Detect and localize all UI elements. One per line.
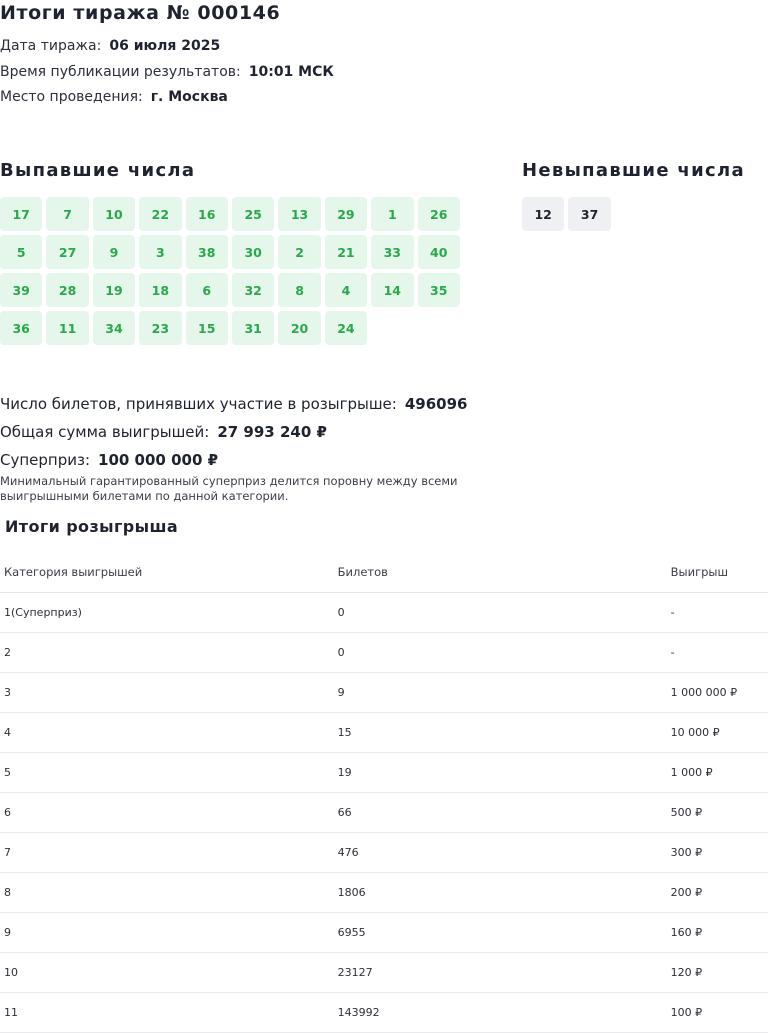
prize-cell: 500 ₽ (667, 793, 768, 833)
drawn-number: 2 (278, 235, 320, 269)
column-header-tickets: Билетов (334, 552, 667, 593)
prize-cell: 120 ₽ (667, 953, 768, 993)
table-row (0, 913, 768, 953)
superprize (0, 451, 218, 469)
prize-cell: - (667, 633, 768, 673)
table-row (0, 873, 768, 913)
category-cell: 3 (0, 673, 334, 713)
drawn-number: 22 (139, 197, 181, 231)
tickets-cell: 15 (334, 713, 667, 753)
tickets-cell: 0 (334, 593, 667, 633)
drawn-number: 8 (278, 273, 320, 307)
drawn-numbers-title: Выпавшие числа (0, 160, 196, 181)
results-header-row (0, 552, 768, 593)
drawn-number: 36 (0, 311, 42, 345)
table-row (0, 593, 768, 633)
tickets-cell: 23127 (334, 953, 667, 993)
drawn-number: 34 (93, 311, 135, 345)
total-winnings (0, 423, 327, 441)
prize-cell: 300 ₽ (667, 833, 768, 873)
tickets-cell: 143992 (334, 993, 667, 1033)
drawn-number: 28 (46, 273, 88, 307)
tickets-cell: 9 (334, 673, 667, 713)
prize-cell: 10 000 ₽ (667, 713, 768, 753)
drawn-number: 18 (139, 273, 181, 307)
tickets-count-label: Число билетов, принявших участие в розыгрыше: (0, 395, 397, 413)
drawn-number: 25 (232, 197, 274, 231)
results-table (0, 552, 768, 1033)
tickets-cell: 6955 (334, 913, 667, 953)
drawn-number: 38 (186, 235, 228, 269)
drawn-numbers-grid (0, 197, 470, 345)
drawn-number: 30 (232, 235, 274, 269)
draw-place (0, 89, 228, 105)
category-cell: 4 (0, 713, 334, 753)
table-row (0, 633, 768, 673)
undrawn-numbers-grid (522, 197, 611, 231)
category-cell: 1(Суперприз) (0, 593, 334, 633)
column-header-prize: Выигрыш (667, 552, 768, 593)
drawn-number: 16 (186, 197, 228, 231)
table-row (0, 993, 768, 1033)
drawn-number: 15 (186, 311, 228, 345)
drawn-number: 29 (325, 197, 367, 231)
results-body (0, 593, 768, 1033)
table-row (0, 793, 768, 833)
drawn-number: 21 (325, 235, 367, 269)
column-header-category: Категория выигрышей (0, 552, 334, 593)
category-cell: 9 (0, 913, 334, 953)
drawn-number: 20 (278, 311, 320, 345)
tickets-count (0, 395, 467, 413)
tickets-cell: 0 (334, 633, 667, 673)
draw-place-label: Место проведения: (0, 89, 143, 105)
category-cell: 6 (0, 793, 334, 833)
undrawn-number: 12 (522, 197, 564, 231)
publish-time-value: 10:01 МСК (248, 64, 334, 80)
results-title: Итоги розыгрыша (5, 517, 179, 536)
drawn-number: 39 (0, 273, 42, 307)
drawn-number: 7 (46, 197, 88, 231)
undrawn-numbers-title: Невыпавшие числа (522, 160, 745, 181)
drawn-number: 14 (371, 273, 413, 307)
category-cell: 10 (0, 953, 334, 993)
prize-cell: 200 ₽ (667, 873, 768, 913)
total-winnings-value: 27 993 240 ₽ (217, 423, 327, 441)
prize-cell: 100 ₽ (667, 993, 768, 1033)
superprize-note: Минимальный гарантированный суперприз делится поровну между всеми выигрышными билетами по данной категории. (0, 474, 458, 503)
drawn-number: 33 (371, 235, 413, 269)
drawn-number: 40 (418, 235, 460, 269)
category-cell: 11 (0, 993, 334, 1033)
page-title: Итоги тиража № 000146 (0, 2, 281, 24)
table-row (0, 753, 768, 793)
drawn-number: 17 (0, 197, 42, 231)
drawn-number: 1 (371, 197, 413, 231)
draw-place-value: г. Москва (150, 89, 228, 105)
drawn-number: 9 (93, 235, 135, 269)
drawn-number: 13 (278, 197, 320, 231)
draw-date-label: Дата тиража: (0, 38, 102, 54)
tickets-count-value: 496096 (404, 395, 468, 413)
drawn-number: 5 (0, 235, 42, 269)
drawn-number: 19 (93, 273, 135, 307)
drawn-number: 35 (418, 273, 460, 307)
category-cell: 7 (0, 833, 334, 873)
drawn-number: 24 (325, 311, 367, 345)
prize-cell: 1 000 000 ₽ (667, 673, 768, 713)
drawn-number: 11 (46, 311, 88, 345)
tickets-cell: 476 (334, 833, 667, 873)
drawn-number: 3 (139, 235, 181, 269)
prize-cell: - (667, 593, 768, 633)
drawn-number: 31 (232, 311, 274, 345)
superprize-value: 100 000 000 ₽ (98, 451, 219, 469)
table-row (0, 833, 768, 873)
table-row (0, 953, 768, 993)
drawn-number: 27 (46, 235, 88, 269)
publish-time-label: Время публикации результатов: (0, 64, 241, 80)
prize-cell: 160 ₽ (667, 913, 768, 953)
drawn-number: 32 (232, 273, 274, 307)
table-row (0, 713, 768, 753)
draw-date-value: 06 июля 2025 (109, 38, 221, 54)
drawn-number: 26 (418, 197, 460, 231)
total-winnings-label: Общая сумма выигрышей: (0, 423, 210, 441)
drawn-number: 10 (93, 197, 135, 231)
category-cell: 5 (0, 753, 334, 793)
category-cell: 8 (0, 873, 334, 913)
tickets-cell: 19 (334, 753, 667, 793)
undrawn-number: 37 (568, 197, 610, 231)
tickets-cell: 1806 (334, 873, 667, 913)
drawn-number: 23 (139, 311, 181, 345)
draw-date (0, 38, 220, 54)
drawn-number: 4 (325, 273, 367, 307)
tickets-cell: 66 (334, 793, 667, 833)
prize-cell: 1 000 ₽ (667, 753, 768, 793)
category-cell: 2 (0, 633, 334, 673)
drawn-number: 6 (186, 273, 228, 307)
superprize-label: Суперприз: (0, 451, 91, 469)
table-row (0, 673, 768, 713)
publish-time (0, 64, 334, 80)
